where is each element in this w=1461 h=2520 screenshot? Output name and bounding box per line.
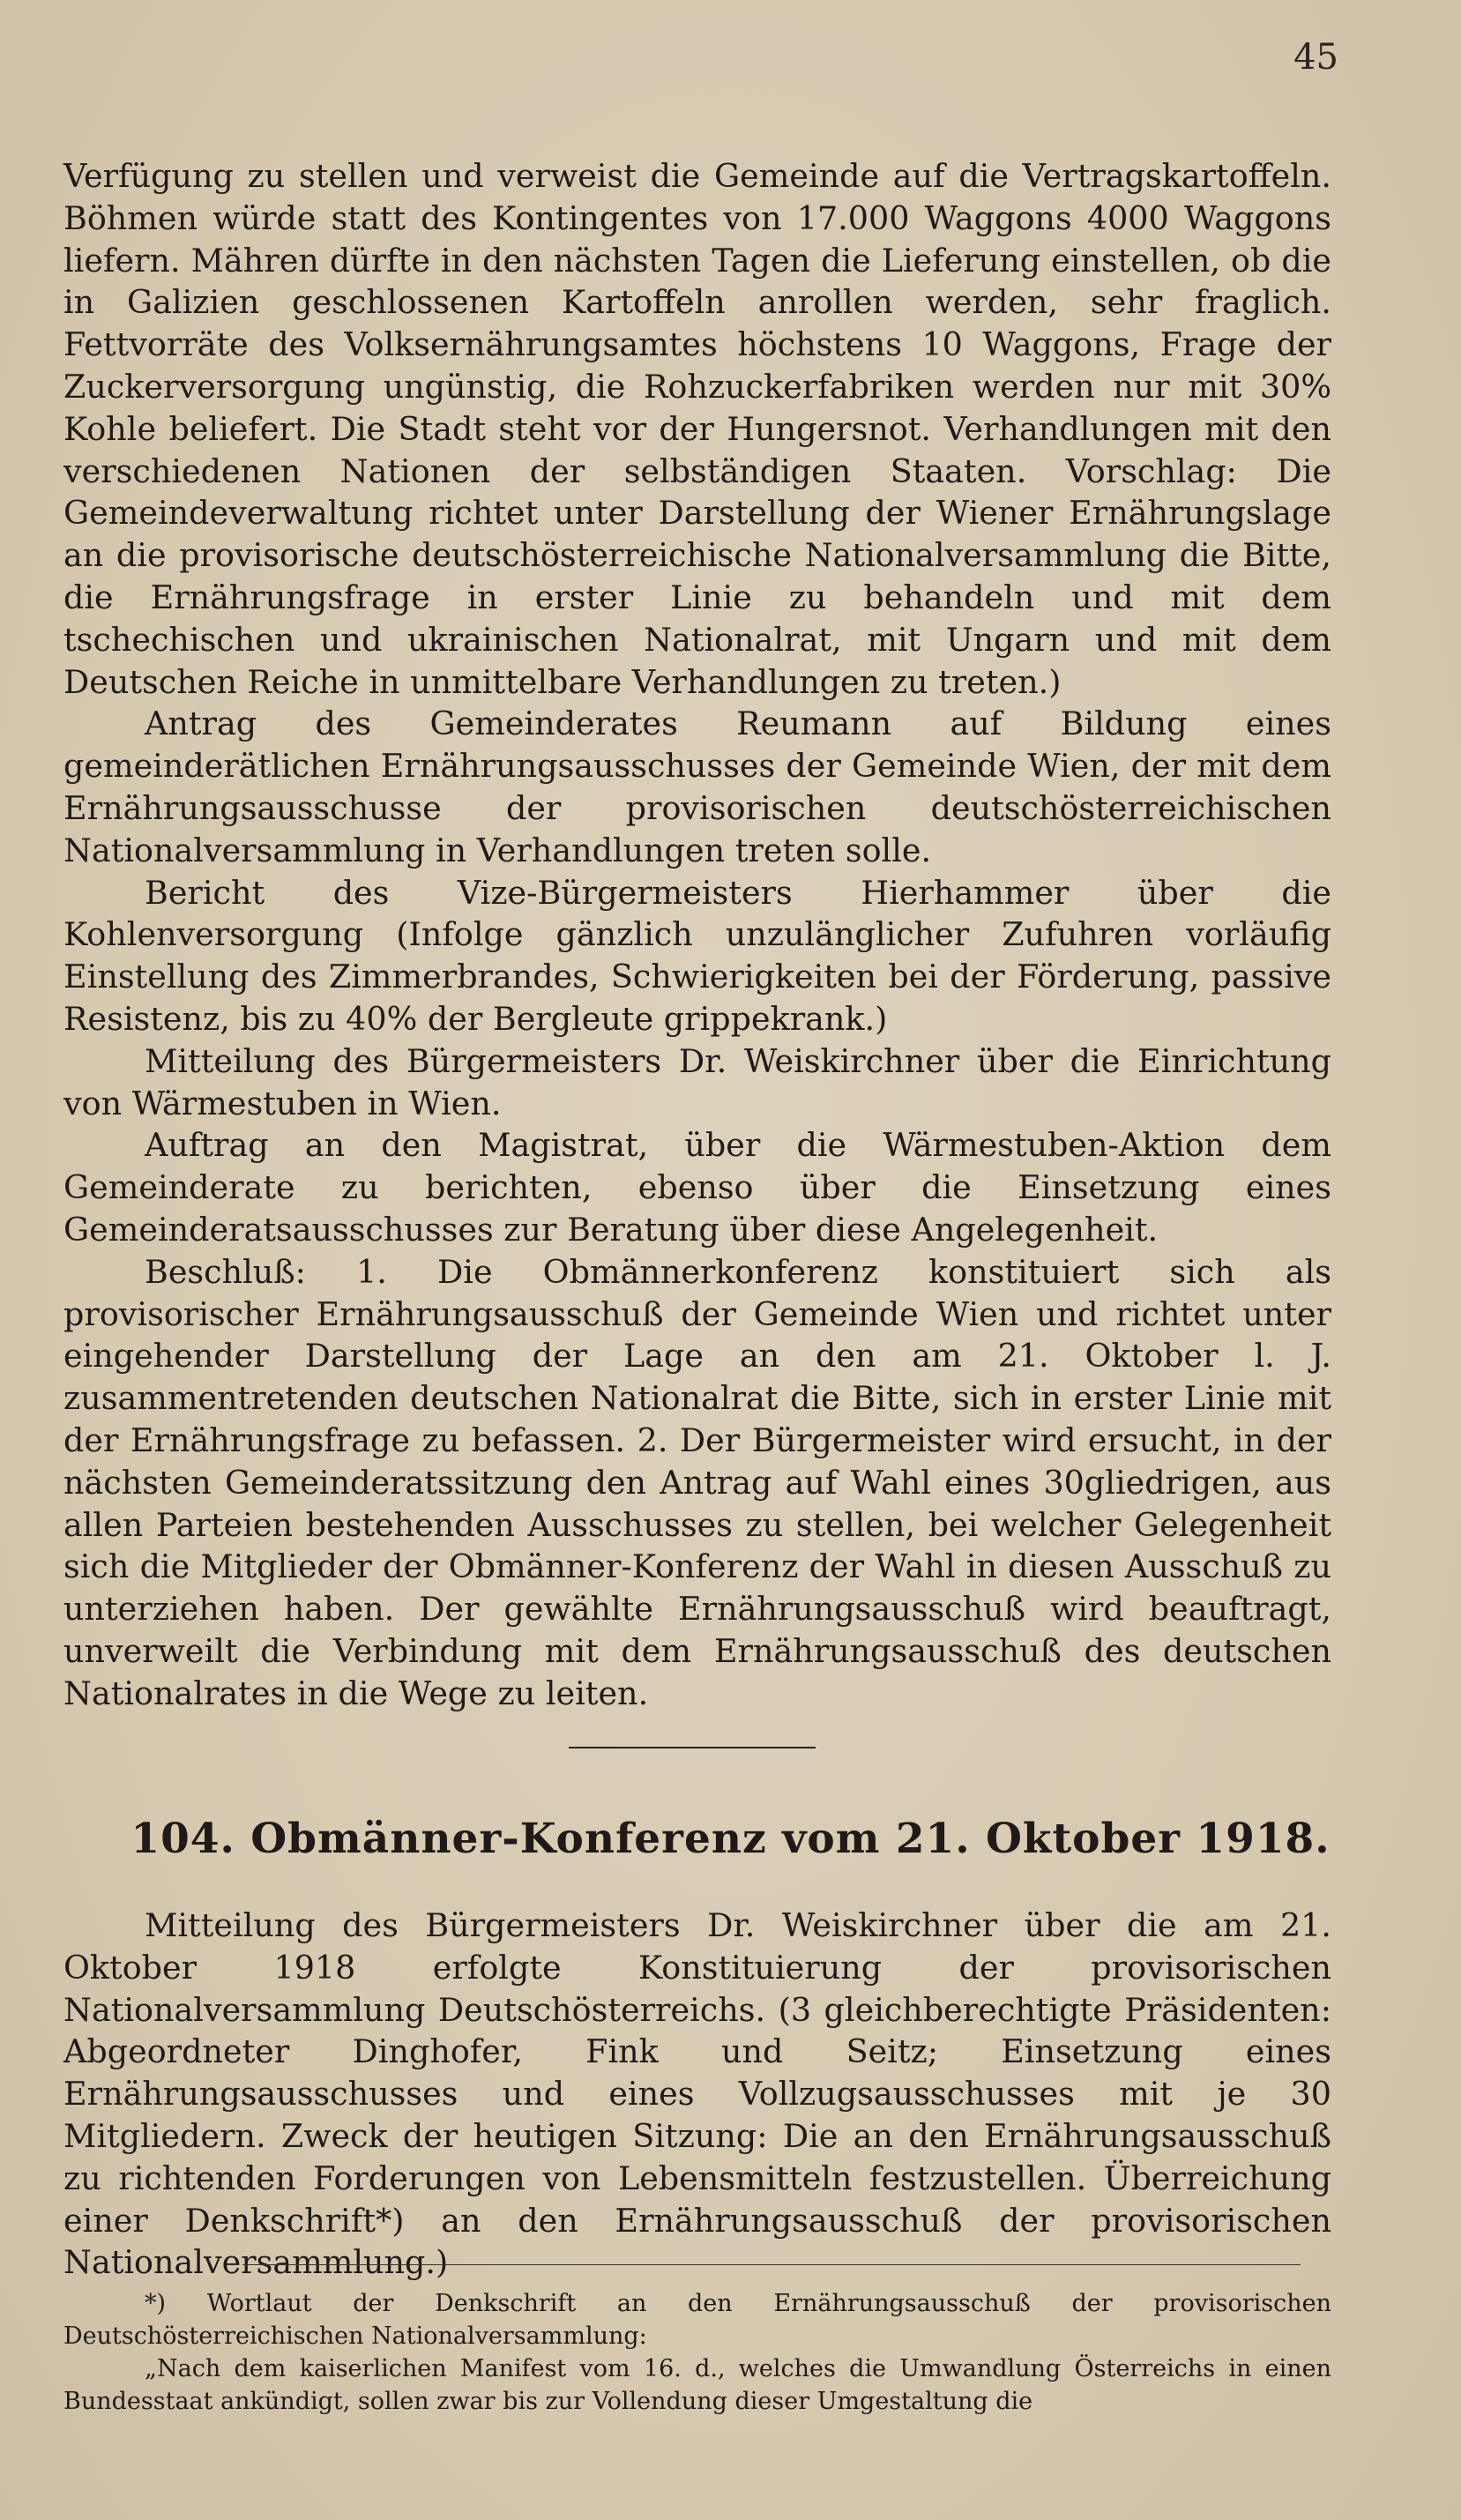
paragraph-mitteilung-waermestuben: Mitteilung des Bürgermeisters Dr. Weiskirchner über die Einrichtung von Wärmestuben in Wien. [63, 1041, 1331, 1122]
paragraph-antrag-reumann: Antrag des Gemeinderates Reumann auf Bildung eines gemeinderätlichen Ernährungsausschusses der Gemeinde Wien, der mit dem Ernährungsausschusse der provisorischen deutschösterreichischen Nationalversammlung in Verhandlungen treten solle. [63, 705, 1331, 869]
page-number: 45 [1293, 37, 1338, 78]
section-heading: 104. Obmänner-Konferenz vom 21. Oktober 1918. [130, 1815, 1331, 1863]
footnote-line-quote: „Nach dem kaiserlichen Manifest vom 16. d., welches die Umwandlung Österreichs in einen Bundesstaat ankündigt, sollen zwar bis zur Vollendung dieser Umgestaltung die [63, 2355, 1331, 2415]
footnote-line-intro: *) Wortlaut der Denkschrift an den Ernährungsausschuß der provisorischen Deutschösterreichischen Nationalversammlung: [63, 2290, 1331, 2350]
body-text-block [63, 155, 1331, 1714]
paragraph-bericht-kohlenversorgung: Bericht des Vize-Bürgermeisters Hierhammer über die Kohlenversorgung (Infolge gänzlich unzulänglicher Zufuhren vorläufig Einstellung des Zimmerbrandes, Schwierigkeiten bei der Förderung, passive Resistenz, bis zu 40% der Bergleute grippekrank.) [63, 873, 1331, 1038]
footnote-rule [242, 2264, 1301, 2265]
paragraph-auftrag-magistrat: Auftrag an den Magistrat, über die Wärmestuben-Aktion dem Gemeinderate zu berichten, ebenso über die Einsetzung eines Gemeinderatsausschusses zur Beratung über diese Angelegenheit. [63, 1126, 1331, 1249]
section-body [63, 1905, 1331, 2284]
paragraph-konstituierung: Mitteilung des Bürgermeisters Dr. Weiskirchner über die am 21. Oktober 1918 erfolgte Konstituierung der provisorischen Nationalversammlung Deutschösterreichs. (3 gleichberechtigte Präsidenten: Abgeordneter Dinghofer, Fink und Seitz; Einsetzung eines Ernährungsausschusses und eines Vollzugsausschusses mit je 30 Mitgliedern. Zweck der heutigen Sitzung: Die an den Ernährungsausschuß zu richtenden Forderungen von Lebensmitteln festzustellen. Überreichung einer Denkschrift*) an den Ernährungsausschuß der provisorischen Nationalversammlung.) [63, 1906, 1331, 2282]
footnote [63, 2287, 1331, 2418]
paragraph-beschluss: Beschluß: 1. Die Obmännerkonferenz konstituiert sich als provisorischer Ernährungsausschuß der Gemeinde Wien und richtet unter eingehender Darstellung der Lage an den am 21. Oktober l. J. zusammentretenden deutschen Nationalrat die Bitte, sich in erster Linie mit der Ernährungsfrage zu befassen. 2. Der Bürgermeister wird ersucht, in der nächsten Gemeinderatssitzung den Antrag auf Wahl eines 30gliedrigen, aus allen Parteien bestehenden Ausschusses zu stellen, bei welcher Gelegenheit sich die Mitglieder der Obmänner-Konferenz der Wahl in diesen Ausschuß zu unterziehen haben. Der gewählte Ernährungsausschuß wird beauftragt, unverweilt die Verbindung mit dem Ernährungsausschuß des deutschen Nationalrates in die Wege zu leiten. [63, 1252, 1331, 1712]
paragraph-continuation: Verfügung zu stellen und verweist die Gemeinde auf die Vertragskartoffeln. Böhmen würde statt des Kontingentes von 17.000 Waggons 4000 Waggons liefern. Mähren dürfte in den nächsten Tagen die Lieferung einstellen, ob die in Galizien geschlossenen Kartoffeln anrollen werden, sehr fraglich. Fettvorräte des Volksernährungsamtes höchstens 10 Waggons, Frage der Zuckerversorgung ungünstig, die Rohzuckerfabriken werden nur mit 30% Kohle beliefert. Die Stadt steht vor der Hungersnot. Verhandlungen mit den verschiedenen Nationen der selbständigen Staaten. Vorschlag: Die Gemeindeverwaltung richtet unter Darstellung der Wiener Ernährungslage an die provisorische deutschösterreichische Nationalversammlung die Bitte, die Ernährungsfrage in erster Linie zu behandeln und mit dem tschechischen und ukrainischen Nationalrat, mit Ungarn und mit dem Deutschen Reiche in unmittelbare Verhandlungen zu treten.) [63, 157, 1331, 701]
section-separator-rule [569, 1747, 816, 1748]
